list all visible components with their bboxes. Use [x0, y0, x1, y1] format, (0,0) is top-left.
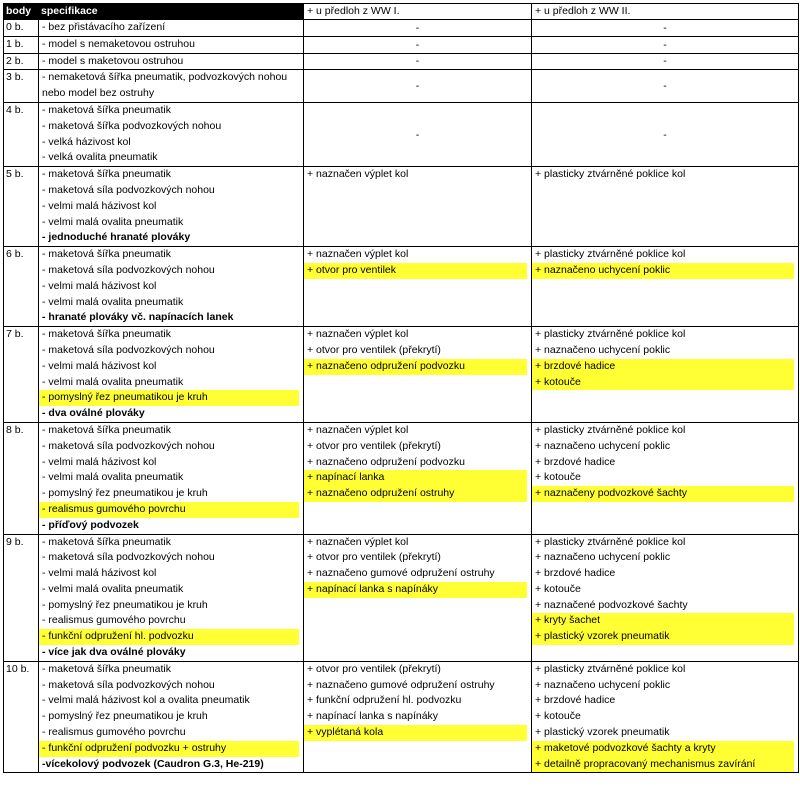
spec-item: - pomyslný řez pneumatikou je kruh	[39, 390, 299, 406]
table-row	[4, 102, 799, 166]
ww1-cell	[304, 247, 532, 327]
spec-cell	[39, 167, 304, 247]
ww1-item: + otvor pro ventilek (překrytí)	[307, 439, 441, 452]
ww2-item: + kotouče	[535, 471, 581, 484]
spec-item: -vícekolový podvozek (Caudron G.3, He-219)	[42, 757, 264, 770]
points-cell: 0 b.	[4, 20, 39, 37]
ww1-item: + otvor pro ventilek (překrytí)	[307, 551, 441, 564]
ww1-item: + vyplétaná kola	[304, 725, 527, 741]
ww1-item: + naznačen výplet kol	[307, 423, 409, 436]
ww2-item: + plastický vzorek pneumatik	[532, 629, 794, 645]
points-cell: 9 b.	[4, 534, 39, 661]
spec-item: - maketová síla podvozkových nohou	[42, 343, 215, 356]
spec-item: - maketová šířka pneumatik	[42, 168, 171, 181]
ww2-item: + detailně propracovaný mechanismus zavírání	[532, 757, 794, 773]
spec-item: - maketová síla podvozkových nohou	[42, 439, 215, 452]
spec-item: - velmi malá ovalita pneumatik	[42, 471, 184, 484]
points-cell: 4 b.	[4, 102, 39, 166]
spec-item: - velmi malá ovalita pneumatik	[42, 215, 184, 228]
ww2-cell	[532, 247, 799, 327]
spec-item: - maketová šířka pneumatik	[42, 248, 171, 261]
spec-cell	[39, 36, 304, 53]
ww2-item: + plasticky ztvárněné poklice kol	[535, 423, 686, 436]
ww1-item: + naznačen výplet kol	[307, 248, 409, 261]
ww2-item: + naznačeno uchycení poklic	[535, 343, 671, 356]
spec-item: - velmi malá házivost kol	[42, 455, 157, 468]
ww2-item: + naznačeno uchycení poklic	[532, 263, 794, 279]
spec-item: - velmi malá ovalita pneumatik	[42, 375, 184, 388]
spec-item: - maketová síla podvozkových nohou	[42, 678, 215, 691]
table-row	[4, 247, 799, 327]
spec-item: - velmi malá ovalita pneumatik	[42, 295, 184, 308]
ww2-cell	[532, 534, 799, 661]
table-row	[4, 53, 799, 70]
spec-item: - maketová šířka pneumatik	[42, 328, 171, 341]
header-ww1: + u předloh z WW I.	[304, 4, 532, 20]
spec-cell	[39, 102, 304, 166]
ww2-item: + plasticky ztvárněné poklice kol	[535, 328, 686, 341]
ww2-item: + brzdové hadice	[532, 359, 794, 375]
ww1-cell	[304, 167, 532, 247]
ww1-item: + naznačen výplet kol	[307, 328, 409, 341]
ww1-item: + naznačen výplet kol	[307, 535, 409, 548]
points-cell: 7 b.	[4, 327, 39, 423]
table-body	[4, 20, 799, 773]
spec-cell	[39, 534, 304, 661]
scoring-table	[3, 3, 799, 773]
ww1-item: + naznačeno odpružení podvozku	[307, 455, 465, 468]
spec-cell	[39, 327, 304, 423]
points-cell: 1 b.	[4, 36, 39, 53]
ww2-item: + naznačeno uchycení poklic	[535, 678, 671, 691]
ww1-cell: -	[304, 36, 532, 53]
header-ww2: + u předloh z WW II.	[532, 4, 799, 20]
ww1-item: + naznačeno odpružení podvozku	[304, 359, 527, 375]
ww2-item: + naznačeno uchycení poklic	[535, 439, 671, 452]
ww1-item: + naznačeno odpružení ostruhy	[304, 486, 527, 502]
spec-item: - maketová síla podvozkových nohou	[42, 183, 215, 196]
ww2-cell: -	[532, 102, 799, 166]
ww2-item: + kotouče	[535, 710, 581, 723]
ww2-item: + brzdové hadice	[535, 694, 616, 707]
spec-item: - velmi malá házivost kol	[42, 359, 157, 372]
ww2-item: + brzdové hadice	[535, 567, 616, 580]
spec-item: - maketová síla podvozkových nohou	[42, 551, 215, 564]
spec-item: - více jak dva oválné plováky	[42, 646, 186, 659]
spec-item: - maketová šířka pneumatik	[42, 662, 171, 675]
spec-item: - pomyslný řez pneumatikou je kruh	[42, 598, 208, 611]
spec-item: - pomyslný řez pneumatikou je kruh	[42, 710, 208, 723]
points-cell: 3 b.	[4, 70, 39, 103]
ww2-item: + plasticky ztvárněné poklice kol	[535, 662, 686, 675]
ww1-item: + otvor pro ventilek (překrytí)	[307, 343, 441, 356]
spec-item: - velmi malá házivost kol	[42, 199, 157, 212]
spec-item: - hranaté plováky vč. napínacích lanek	[42, 311, 234, 324]
spec-item: - funkční odpružení podvozku + ostruhy	[39, 741, 299, 757]
table-row	[4, 167, 799, 247]
points-cell: 2 b.	[4, 53, 39, 70]
table-row	[4, 70, 799, 103]
spec-item: - maketová šířka pneumatik	[42, 423, 171, 436]
ww2-item: + kryty šachet	[532, 613, 794, 629]
ww1-cell	[304, 534, 532, 661]
spec-cell	[39, 661, 304, 773]
spec-cell	[39, 70, 304, 103]
table-row	[4, 36, 799, 53]
ww2-item: + plasticky ztvárněné poklice kol	[535, 248, 686, 261]
ww1-cell: -	[304, 102, 532, 166]
ww2-cell	[532, 167, 799, 247]
spec-item: - realismus gumového povrchu	[39, 502, 299, 518]
header-points: body	[4, 4, 39, 20]
header-spec: specifikace	[39, 4, 304, 20]
spec-item: - příďový podvozek	[42, 518, 139, 531]
spec-item: - realismus gumového povrchu	[42, 726, 186, 739]
ww1-item: + naznačen výplet kol	[307, 168, 409, 181]
ww2-item: + brzdové hadice	[535, 455, 616, 468]
ww2-cell	[532, 422, 799, 534]
spec-item: - maketová šířka pneumatik	[42, 103, 171, 116]
ww2-item: + naznačeny podvozkové šachty	[532, 486, 794, 502]
table-row	[4, 20, 799, 37]
spec-item: - velmi malá ovalita pneumatik	[42, 582, 184, 595]
ww2-item: + naznačené podvozkové šachty	[535, 598, 688, 611]
ww1-item: + napínací lanka s napínáky	[307, 710, 439, 723]
spec-item: - jednoduché hranaté plováky	[42, 231, 191, 244]
table-row	[4, 661, 799, 773]
spec-item: - dva oválné plováky	[42, 407, 145, 420]
ww1-cell: -	[304, 70, 532, 103]
points-cell: 10 b.	[4, 661, 39, 773]
ww1-item: + otvor pro ventilek	[304, 263, 527, 279]
ww1-cell	[304, 422, 532, 534]
spec-item: - model s nemaketovou ostruhou	[42, 37, 195, 50]
ww1-item: + naznačeno gumové odpružení ostruhy	[307, 567, 495, 580]
table-row	[4, 422, 799, 534]
ww1-item: + otvor pro ventilek (překrytí)	[307, 662, 441, 675]
ww2-cell	[532, 327, 799, 423]
ww2-cell	[532, 661, 799, 773]
spec-item: - maketová šířka pneumatik	[42, 535, 171, 548]
ww2-cell: -	[532, 36, 799, 53]
spec-item: - model s maketovou ostruhou	[42, 54, 184, 67]
spec-item: - velmi malá házivost kol a ovalita pneumatik	[42, 694, 250, 707]
ww2-item: + kotouče	[532, 375, 794, 391]
points-cell: 5 b.	[4, 167, 39, 247]
points-cell: 6 b.	[4, 247, 39, 327]
spec-item: - bez přistávacího zařízení	[42, 21, 166, 33]
ww1-cell	[304, 327, 532, 423]
ww2-item: + plastický vzorek pneumatik	[535, 726, 670, 739]
ww2-item: + naznačeno uchycení poklic	[535, 551, 671, 564]
spec-item: - velká házivost kol	[42, 135, 131, 148]
spec-cell	[39, 422, 304, 534]
ww1-item: + funkční odpružení hl. podvozku	[307, 694, 462, 707]
ww1-cell: -	[304, 20, 532, 37]
ww2-cell: -	[532, 53, 799, 70]
spec-item: - realismus gumového povrchu	[42, 614, 186, 627]
table-row	[4, 534, 799, 661]
ww1-item: + napínací lanka	[304, 470, 527, 486]
spec-item: - pomyslný řez pneumatikou je kruh	[42, 487, 208, 500]
ww1-item: + napínací lanka s napínáky	[304, 582, 527, 598]
spec-item: - velká ovalita pneumatik	[42, 151, 158, 164]
ww2-item: + maketové podvozkové šachty a kryty	[532, 741, 794, 757]
spec-item: - maketová šířka podvozkových nohou	[42, 119, 222, 132]
spec-item: - nemaketová šířka pneumatik, podvozkových nohou nebo model bez ostruhy	[42, 71, 288, 100]
points-cell: 8 b.	[4, 422, 39, 534]
ww1-cell: -	[304, 53, 532, 70]
spec-cell	[39, 20, 304, 37]
spec-item: - funkční odpružení hl. podvozku	[39, 629, 299, 645]
ww1-cell	[304, 661, 532, 773]
ww2-item: + plasticky ztvárněné poklice kol	[535, 535, 686, 548]
spec-item: - velmi malá házivost kol	[42, 567, 157, 580]
ww2-cell: -	[532, 70, 799, 103]
table-row	[4, 327, 799, 423]
ww2-item: + plasticky ztvárněné poklice kol	[535, 168, 686, 181]
spec-cell	[39, 247, 304, 327]
spec-item: - maketová síla podvozkových nohou	[42, 263, 215, 276]
spec-cell	[39, 53, 304, 70]
header-row	[4, 4, 799, 20]
ww2-cell: -	[532, 20, 799, 37]
spec-item: - velmi malá házivost kol	[42, 279, 157, 292]
ww1-item: + naznačeno gumové odpružení ostruhy	[307, 678, 495, 691]
ww2-item: + kotouče	[535, 582, 581, 595]
